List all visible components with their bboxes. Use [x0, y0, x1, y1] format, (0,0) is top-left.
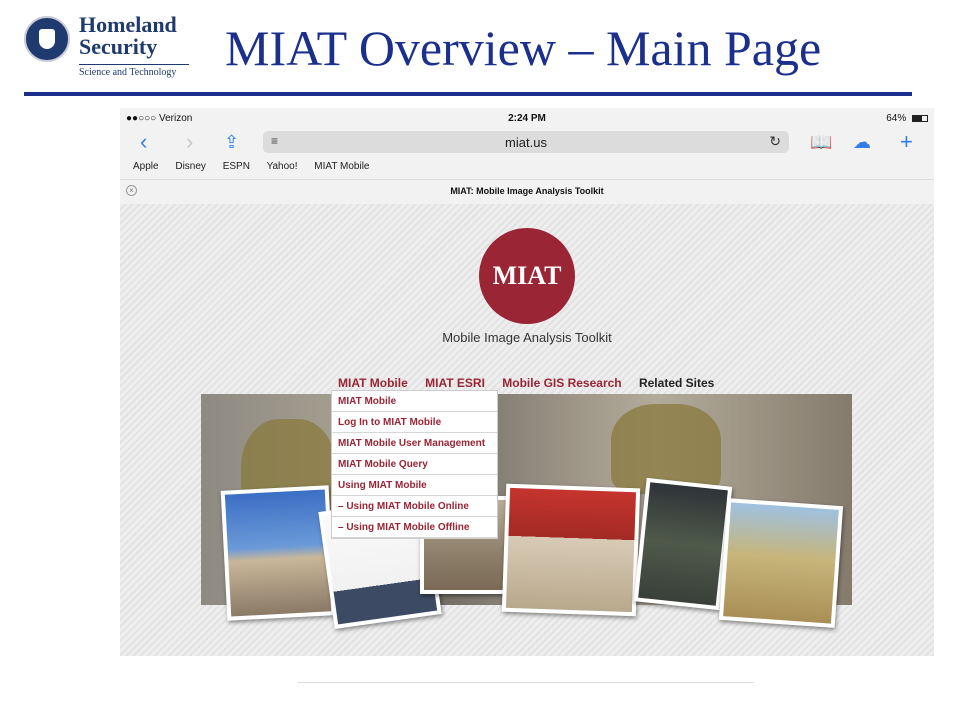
web-page: [120, 204, 934, 656]
bookmark-espn[interactable]: ESPN: [222, 161, 250, 172]
photo-card-truck: [502, 484, 640, 617]
photo-card-crane: [221, 485, 336, 620]
menu-item-using-online[interactable]: – Using MIAT Mobile Online: [332, 496, 497, 517]
menu-item-user-management[interactable]: MIAT Mobile User Management: [332, 433, 497, 454]
bookmark-disney[interactable]: Disney: [175, 161, 206, 172]
reader-list-icon[interactable]: ≡: [271, 134, 279, 148]
bookmark-yahoo[interactable]: Yahoo!: [266, 161, 298, 172]
miat-mobile-dropdown: [331, 390, 498, 539]
carrier-label: ●●○○○ Verizon: [126, 113, 193, 124]
photo-card-map-device: [634, 478, 732, 610]
agency-name-line2: Security: [79, 34, 158, 59]
nav-related-sites[interactable]: Related Sites: [638, 376, 715, 390]
url-text: miat.us: [505, 135, 547, 150]
reload-icon[interactable]: ↻: [769, 133, 781, 149]
status-bar: [120, 108, 934, 128]
site-tagline: Mobile Image Analysis Toolkit: [442, 330, 612, 345]
agency-name-line1: Homeland: [79, 12, 177, 37]
share-icon[interactable]: ⇪: [224, 132, 240, 152]
bookmarks-bar: [133, 161, 384, 172]
slide-title: MIAT Overview – Main Page: [225, 20, 822, 76]
menu-item-using-miat-mobile[interactable]: Using MIAT Mobile: [332, 475, 497, 496]
photo-card-crew: [719, 498, 843, 628]
battery-icon: [912, 115, 928, 122]
footer-divider: [298, 682, 754, 683]
address-bar[interactable]: [263, 131, 789, 153]
menu-item-query[interactable]: MIAT Mobile Query: [332, 454, 497, 475]
logo-divider: [79, 64, 189, 65]
clock-label: 2:24 PM: [508, 113, 546, 124]
new-tab-plus-icon[interactable]: +: [900, 129, 913, 154]
nav-mobile-gis-research[interactable]: Mobile GIS Research: [502, 376, 622, 390]
battery-percent: 64%: [886, 113, 907, 124]
menu-item-log-in[interactable]: Log In to MIAT Mobile: [332, 412, 497, 433]
tab-title[interactable]: MIAT: Mobile Image Analysis Toolkit: [450, 186, 604, 196]
battery-fill: [913, 116, 922, 121]
dhs-logo: [24, 14, 194, 86]
menu-item-using-offline[interactable]: – Using MIAT Mobile Offline: [332, 517, 497, 538]
bookmarks-book-icon[interactable]: 📖: [810, 132, 833, 152]
title-divider: [24, 92, 912, 96]
tab-bar: [120, 179, 934, 203]
cloud-icon[interactable]: ☁: [853, 132, 871, 152]
back-icon[interactable]: ‹: [140, 129, 148, 154]
bookmark-miat-mobile[interactable]: MIAT Mobile: [314, 161, 370, 172]
battery-status: [886, 113, 928, 124]
nav-miat-mobile[interactable]: MIAT Mobile: [338, 376, 408, 390]
menu-item-miat-mobile[interactable]: MIAT Mobile: [332, 391, 497, 412]
miat-logo[interactable]: MIAT: [479, 228, 575, 324]
browser-toolbar: [120, 128, 934, 158]
nav-miat-esri[interactable]: MIAT ESRI: [425, 376, 485, 390]
bookmark-apple[interactable]: Apple: [133, 161, 159, 172]
dhs-seal-icon: [24, 16, 70, 62]
site-nav: [338, 376, 728, 390]
forward-icon[interactable]: ›: [186, 129, 194, 154]
ipad-screenshot: [120, 108, 934, 656]
agency-subtitle: Science and Technology: [79, 67, 177, 78]
tab-close-icon[interactable]: ×: [126, 185, 137, 196]
